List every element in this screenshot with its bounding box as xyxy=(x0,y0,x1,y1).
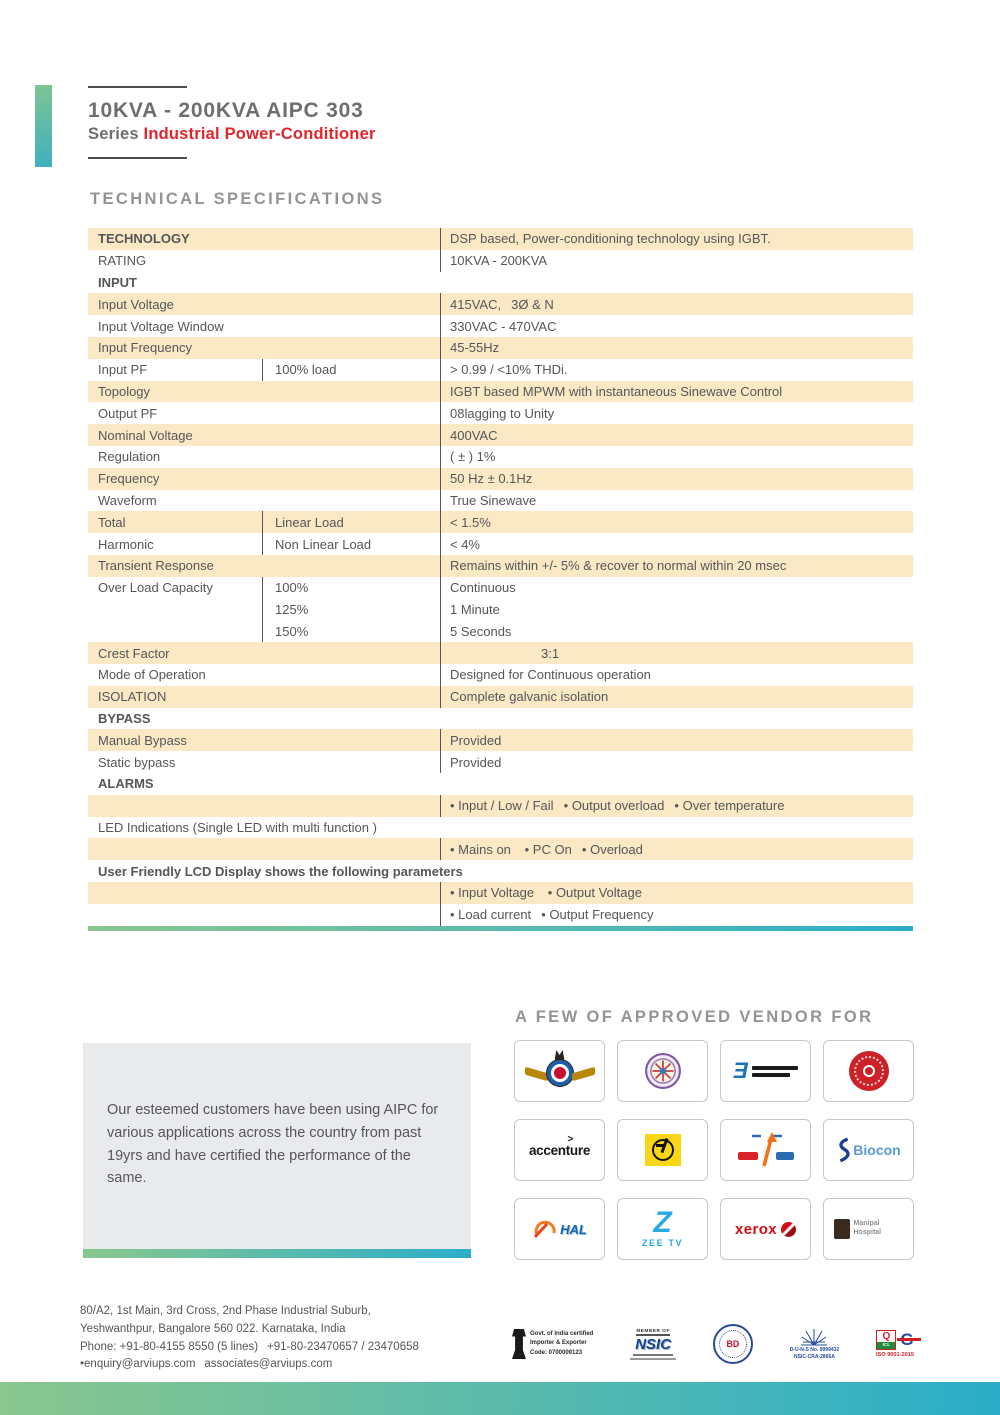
spec-value: DSP based, Power-conditioning technology using IGBT. xyxy=(440,228,913,250)
hal-logo xyxy=(532,1216,587,1242)
lt-circle-icon xyxy=(652,1139,674,1161)
spec-value: < 4% xyxy=(440,533,913,555)
vendor-logo-zee-tv xyxy=(617,1198,708,1260)
xerox-text: xerox xyxy=(734,1220,778,1238)
cert-govt-india xyxy=(512,1329,593,1359)
spec-value: 1 Minute xyxy=(440,599,913,621)
vendor-logo-isro xyxy=(720,1119,811,1181)
bd-seal-text: BD xyxy=(726,1339,740,1349)
spec-value: 400VAC xyxy=(440,424,913,446)
spec-section-label: ALARMS xyxy=(98,776,154,792)
vendor-logo-indian-air-force xyxy=(514,1040,605,1102)
qci-icon: Q ICL xyxy=(876,1330,896,1349)
spec-subvalue: 125% xyxy=(262,599,440,621)
xerox-sphere-icon xyxy=(781,1222,796,1237)
govt-cert-text: Govt. of India certified Importer & Exporter Code: 0700009123 xyxy=(530,1331,594,1356)
spec-subvalue: Linear Load xyxy=(262,511,440,533)
spec-label: Over Load Capacity xyxy=(98,580,213,596)
footer-address xyxy=(80,1303,419,1374)
spec-value: 08lagging to Unity xyxy=(440,402,913,424)
spec-row xyxy=(88,359,913,381)
spec-section-label: INPUT xyxy=(98,274,137,290)
spec-label: Regulation xyxy=(98,449,161,465)
spec-value: Continuous xyxy=(440,577,913,599)
table-gradient-bar xyxy=(88,926,913,931)
vendor-logo-bharat-electronics xyxy=(720,1040,811,1102)
spec-subvalue: Non Linear Load xyxy=(262,533,440,555)
spec-label: Topology xyxy=(98,383,151,399)
spec-label: Frequency xyxy=(98,471,160,487)
page-header xyxy=(88,86,376,159)
spec-row-fullspan xyxy=(88,860,913,882)
spec-value: ( ± ) 1% xyxy=(440,446,913,468)
spec-label: Crest Factor xyxy=(98,645,170,661)
lt-square-icon xyxy=(645,1134,681,1166)
spec-row xyxy=(88,511,913,533)
spec-row xyxy=(88,904,913,926)
spec-label: Input PF xyxy=(98,362,148,378)
spec-label: Input Frequency xyxy=(98,340,192,356)
drdo-seal-icon xyxy=(644,1052,682,1090)
spec-value: IGBT based MPWM with instantaneous Sinewave Control xyxy=(440,381,913,403)
iaf-roundel-icon xyxy=(551,1064,569,1082)
spec-label: LED Indications (Single LED with multi function ) xyxy=(98,819,377,835)
spec-value: • Load current • Output Frequency xyxy=(440,904,913,926)
indian-railways-seal-icon xyxy=(849,1051,889,1091)
address-line: Phone: +91-80-4155 8550 (5 lines) +91-80-23470657 / 23470658 xyxy=(80,1340,419,1353)
vendor-logo-drdo xyxy=(617,1040,708,1102)
vendor-logo-hal xyxy=(514,1198,605,1260)
certification-row xyxy=(512,1314,914,1374)
page-subtitle xyxy=(88,125,376,144)
biocon-logo xyxy=(836,1137,900,1164)
section-title: TECHNICAL SPECIFICATIONS xyxy=(90,190,385,208)
zee-z-icon: Z xyxy=(653,1206,672,1240)
vendor-logo-larsen-toubro xyxy=(617,1119,708,1181)
spec-label: Input Voltage xyxy=(98,296,174,312)
page-bottom-gradient-bar xyxy=(0,1382,1000,1415)
cert-nsic xyxy=(630,1328,676,1360)
spec-row xyxy=(88,533,913,555)
spec-value: Complete galvanic isolation xyxy=(440,686,913,708)
iso-9001-text: ISO 9001-2015 xyxy=(876,1351,914,1358)
spec-value: 50 Hz ± 0.1Hz xyxy=(440,468,913,490)
spec-row xyxy=(88,729,913,751)
spec-row xyxy=(88,555,913,577)
cert-iso-9001 xyxy=(876,1330,914,1357)
spec-subvalue: 100% xyxy=(262,577,440,599)
header-rule-bottom xyxy=(88,157,187,159)
accent-bar xyxy=(35,85,52,167)
spec-row xyxy=(88,250,913,272)
spec-value: True Sinewave xyxy=(440,490,913,512)
bel-wordmark xyxy=(752,1063,798,1080)
spec-row xyxy=(88,424,913,446)
cert-bd-seal xyxy=(713,1324,753,1364)
spec-row xyxy=(88,599,913,621)
spec-label: Manual Bypass xyxy=(98,732,187,748)
subtitle-product: Industrial Power-Conditioner xyxy=(143,125,376,143)
spec-row xyxy=(88,468,913,490)
customer-note-text: Our esteemed customers have been using AIPC for various applications across the country from past 19yrs and have certified the performance of the same. xyxy=(107,1101,439,1187)
note-gradient-bar xyxy=(83,1249,471,1258)
spec-value: 10KVA - 200KVA xyxy=(440,250,913,272)
zee-tv-logo xyxy=(641,1206,684,1248)
spec-label xyxy=(88,838,440,860)
page-title: 10KVA - 200KVA AIPC 303 xyxy=(88,99,364,122)
manipal-logo xyxy=(834,1219,904,1239)
spec-value: 330VAC - 470VAC xyxy=(440,315,913,337)
vendors-heading: A FEW OF APPROVED VENDOR FOR xyxy=(515,1008,874,1026)
spec-label xyxy=(88,599,262,621)
duns-rays-icon xyxy=(799,1327,829,1347)
icl-g-icon xyxy=(900,1331,913,1348)
hal-swirl-icon xyxy=(532,1216,558,1242)
address-line: Yeshwanthpur, Bangalore 560 022. Karnataka, India xyxy=(80,1322,346,1335)
spec-row xyxy=(88,337,913,359)
ashoka-pillar-icon xyxy=(512,1329,526,1359)
spec-label: Nominal Voltage xyxy=(98,427,193,443)
accenture-wordmark xyxy=(528,1133,591,1158)
spec-value: 5 Seconds xyxy=(440,620,913,642)
address-line: •enquiry@arviups.com associates@arviups.com xyxy=(80,1358,333,1371)
spec-value: 45-55Hz xyxy=(440,337,913,359)
iaf-wing-icon xyxy=(572,1067,595,1082)
iso-icons xyxy=(876,1330,913,1349)
spec-value: Provided xyxy=(440,751,913,773)
spec-value: Designed for Continuous operation xyxy=(440,664,913,686)
spec-value: < 1.5% xyxy=(440,511,913,533)
spec-value: • Input / Low / Fail • Output overload • Over temperature xyxy=(440,795,913,817)
spec-value: • Mains on • PC On • Overload xyxy=(440,838,913,860)
hal-text: HAL xyxy=(560,1221,587,1237)
spec-row-section xyxy=(88,272,913,294)
biocon-helix-icon xyxy=(836,1137,851,1164)
bel-glyph-icon: Ǝ xyxy=(733,1058,748,1083)
customer-note-box xyxy=(83,1043,471,1258)
spec-row xyxy=(88,402,913,424)
spec-row xyxy=(88,838,913,860)
spec-label: Input Voltage Window xyxy=(98,318,224,334)
spec-value: 415VAC, 3Ø & N xyxy=(440,293,913,315)
nsic-registration-line xyxy=(630,1358,676,1360)
address-line: 80/A2, 1st Main, 3rd Cross, 2nd Phase Industrial Suburb, xyxy=(80,1305,371,1317)
spec-label: User Friendly LCD Display shows the following parameters xyxy=(98,863,463,879)
spec-value: Remains within +/- 5% & recover to normal within 20 msec xyxy=(440,555,913,577)
vendor-grid xyxy=(514,1040,914,1260)
spec-label xyxy=(88,795,440,817)
spec-row xyxy=(88,795,913,817)
nsic-member-of-text: MEMBER OF xyxy=(636,1327,670,1333)
spec-label: RATING xyxy=(98,253,147,269)
spec-table xyxy=(88,228,913,931)
bharat-electronics-icon xyxy=(733,1058,798,1084)
subtitle-series: Series xyxy=(88,125,139,143)
vendor-logo-xerox xyxy=(720,1198,811,1260)
spec-label: Output PF xyxy=(98,405,158,421)
spec-label: Harmonic xyxy=(98,536,154,552)
indian-air-force-icon xyxy=(524,1048,596,1094)
iaf-crown-icon xyxy=(555,1050,565,1061)
nsic-wordmark: NSIC xyxy=(635,1335,672,1353)
spec-row xyxy=(88,490,913,512)
manipal-text: Manipal Hospital xyxy=(853,1220,882,1236)
spec-row xyxy=(88,751,913,773)
spec-subvalue: 150% xyxy=(262,620,440,642)
xerox-logo xyxy=(735,1221,796,1238)
spec-row-fullspan xyxy=(88,817,913,839)
spec-row-section xyxy=(88,708,913,730)
spec-label: TECHNOLOGY xyxy=(98,231,190,247)
iaf-wing-icon xyxy=(525,1067,548,1082)
vendor-logo-manipal-hospital xyxy=(823,1198,914,1260)
vendor-logo-indian-railways xyxy=(823,1040,914,1102)
spec-row xyxy=(88,686,913,708)
spec-row xyxy=(88,620,913,642)
spec-row xyxy=(88,315,913,337)
spec-row xyxy=(88,228,913,250)
spec-label xyxy=(88,904,440,926)
spec-row xyxy=(88,664,913,686)
spec-label: Transient Response xyxy=(98,558,214,574)
spec-label: Waveform xyxy=(98,492,157,508)
spec-row xyxy=(88,882,913,904)
spec-value: > 0.99 / <10% THDi. xyxy=(440,359,913,381)
spec-row-section xyxy=(88,773,913,795)
zee-tv-text: ZEE TV xyxy=(641,1237,684,1248)
spec-value: Provided xyxy=(440,729,913,751)
isro-icon xyxy=(734,1129,798,1171)
spec-value: 3:1 xyxy=(440,642,913,664)
vendor-logo-biocon xyxy=(823,1119,914,1181)
nsic-registration-line xyxy=(633,1354,673,1356)
spec-label xyxy=(88,882,440,904)
spec-row xyxy=(88,642,913,664)
spec-subvalue: 100% load xyxy=(262,359,440,381)
spec-row xyxy=(88,293,913,315)
vendor-logo-accenture xyxy=(514,1119,605,1181)
spec-label: Total xyxy=(98,514,126,530)
spec-label: ISOLATION xyxy=(98,689,167,705)
spec-row xyxy=(88,381,913,403)
accenture-accent-icon: > xyxy=(567,1133,574,1145)
spec-section-label: BYPASS xyxy=(98,710,151,726)
spec-label: Mode of Operation xyxy=(98,667,206,683)
cert-duns: D-U-N-S No. 9999432 NSIC-CRA-2865A xyxy=(790,1327,839,1362)
biocon-text: Biocon xyxy=(853,1142,901,1158)
spec-value: • Input Voltage • Output Voltage xyxy=(440,882,913,904)
spec-label xyxy=(88,620,262,642)
accenture-text: accenture xyxy=(528,1142,591,1158)
spec-row xyxy=(88,446,913,468)
spec-label: Static bypass xyxy=(98,754,176,770)
spec-row xyxy=(88,577,913,599)
header-rule-top xyxy=(88,86,187,88)
manipal-mark-icon xyxy=(834,1219,850,1239)
